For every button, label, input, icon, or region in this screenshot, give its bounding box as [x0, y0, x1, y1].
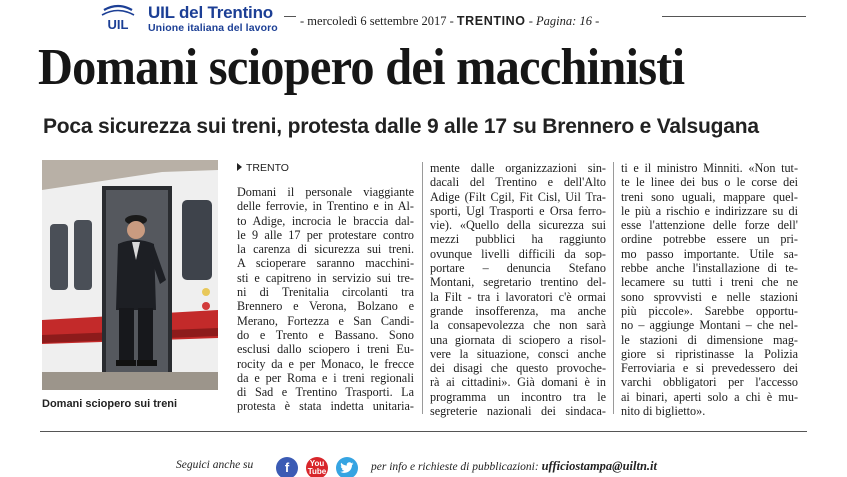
- follow-label: Seguici anche su: [176, 459, 254, 471]
- column-text: [430, 161, 606, 418]
- header-dateline: - mercoledì 6 settembre 2017 - TRENTINO - Pagina: 16 -: [300, 14, 600, 28]
- logo-subtitle: Unione italiana del lavoro: [148, 22, 278, 34]
- svg-text:UIL: UIL: [107, 17, 129, 32]
- article-line: ti e il ministro Minniti. «Non tut-: [621, 161, 798, 175]
- column-divider: [613, 162, 614, 414]
- article-line: sporti, Ugl Trasporti e Orsa ferro-: [430, 203, 606, 218]
- section-tag: [237, 161, 414, 175]
- article-line: ni di Trenitalia circolanti tra: [237, 285, 414, 300]
- header-rule: [662, 16, 806, 17]
- article-line: do e Trento e Bassano. Sono: [237, 327, 414, 342]
- footer-rule: [40, 431, 807, 432]
- article-line: A scioperare saranno macchini-: [237, 256, 414, 271]
- article-line: delle ferrovie, in Trentino e in Al-: [237, 199, 414, 214]
- header-page-label: Pagina:: [536, 14, 577, 28]
- article-line: le stazioni di dimensione mag-: [621, 332, 798, 347]
- article-line: la Filt - tra i lavoratori c'è ormai: [430, 289, 606, 304]
- article-line: Merano, Fortezza e San Candi-: [237, 313, 414, 328]
- header-paper: TRENTINO: [456, 14, 526, 28]
- article-line: la consapevolezza che non sarà: [430, 318, 606, 333]
- article-column-2: [430, 161, 606, 418]
- article-line: segreterie nazionali dei sindaca-: [430, 404, 606, 419]
- article-line: rocity da e per Monaco, le frecce: [237, 356, 414, 371]
- headline: Domani sciopero dei macchinisti: [38, 39, 685, 96]
- article-line: lecamere su tutti i treni che ne: [621, 275, 798, 290]
- youtube-icon-label: You Tube: [307, 458, 327, 476]
- article-column-1: [237, 161, 414, 414]
- article-line: dacali del Trentino e dell'Alto: [430, 175, 606, 190]
- triangle-bullet-icon: [237, 163, 242, 171]
- article-line: vie). «Quello della sicurezza sui: [430, 218, 606, 233]
- article-line: nito di biglietto».: [621, 404, 706, 419]
- article-line: mezzi pubblici ha raggiunto: [430, 232, 606, 247]
- photo-caption: Domani sciopero sui treni: [42, 398, 178, 410]
- logo-title: UIL del Trentino: [148, 3, 273, 22]
- article-line: mo passo importante. Utile sa-: [621, 246, 798, 261]
- article-line: varchi obbligatori per l'accesso: [621, 375, 798, 390]
- article-line: Montani, segretario trentino del-: [430, 275, 606, 290]
- article-line: da e per Roma e i treni regionali: [237, 370, 414, 385]
- article-line: sono sprovvisti e nelle stazioni: [621, 289, 798, 304]
- column-text: [621, 161, 798, 418]
- article-line: te le linee dei bus o le corse dei: [621, 175, 798, 190]
- article-line: ai binari, aperti solo a chi è mu-: [621, 389, 798, 404]
- article-line: ordine potrebbe essere un pri-: [621, 232, 798, 247]
- article-line: esse l'attenzione delle forze dell': [621, 218, 798, 233]
- article-line: programma un incontro tra le: [430, 389, 606, 404]
- article-line: più piccole». Sarebbe opportu-: [621, 303, 798, 318]
- article-line: treni sono uguali, mappare quel-: [621, 189, 798, 204]
- contact-email[interactable]: ufficiostampa@uiltn.it: [541, 459, 657, 473]
- info-label: per info e richieste di pubblicazioni:: [371, 461, 539, 473]
- article-line: una giornata di sciopero a risol-: [430, 332, 606, 347]
- article-line: dei disagi che questo provoche-: [430, 361, 606, 376]
- article-line: Brennero e Verona, Bolzano e: [237, 299, 414, 314]
- article-line: rà ai cittadini». Già domani è in: [430, 375, 606, 390]
- subheadline: Poca sicurezza sui treni, protesta dalle 9 alle 17 su Brennero e Valsugana: [43, 115, 759, 138]
- article-photo: [42, 160, 218, 390]
- article-line: esclusi dallo sciopero i treni Eu-: [237, 342, 414, 357]
- header-rule: [284, 16, 296, 17]
- header-date: mercoledì 6 settembre 2017: [307, 14, 447, 28]
- article-line: rebbe anche l'installazione di te-: [621, 261, 798, 276]
- header-page-number: 16: [579, 14, 592, 28]
- column-text: [237, 185, 414, 414]
- article-line: le 9 alle 17 per protestare contro: [237, 227, 414, 242]
- article-line: Ferroviaria e si prevedessero dei: [621, 361, 798, 376]
- article-line: protesta è stata indetta unitaria-: [237, 399, 414, 414]
- article-line: to Adige, incrocia le braccia dal-: [237, 213, 414, 228]
- youtube-icon[interactable]: [306, 457, 328, 477]
- column-divider: [422, 162, 423, 414]
- article-line: Adige (Filt Cgil, Fit Cisl, Uil Tra-: [430, 189, 606, 204]
- section-label: TRENTO: [246, 162, 289, 174]
- article-line: giore si ripristinasse la Polizia: [621, 346, 798, 361]
- twitter-icon[interactable]: [336, 457, 358, 477]
- article-line: sti e capitreno in servizio sui tre-: [237, 270, 414, 285]
- uil-logo-mark: [98, 4, 138, 34]
- article-line: grande insofferenza, ma anche: [430, 303, 606, 318]
- article-line: ovunque livelli difficili da sop-: [430, 246, 606, 261]
- article-line: la carenza di sicurezza sui treni.: [237, 242, 414, 257]
- footer-info: [371, 459, 657, 474]
- article-line: vere la situazione, consci anche: [430, 346, 606, 361]
- facebook-icon[interactable]: f: [276, 457, 298, 477]
- article-line: le più a rischio e indirizzare su di: [621, 203, 798, 218]
- article-line: no – aggiunge Montani – che nel-: [621, 318, 798, 333]
- article-line: Domani il personale viaggiante: [237, 185, 414, 199]
- article-line: di Sad e Trentino Trasporti. La: [237, 385, 414, 400]
- article-line: portare – denuncia Stefano: [430, 261, 606, 276]
- article-line: mente dalle organizzazioni sin-: [430, 161, 606, 175]
- article-column-3: [621, 161, 798, 418]
